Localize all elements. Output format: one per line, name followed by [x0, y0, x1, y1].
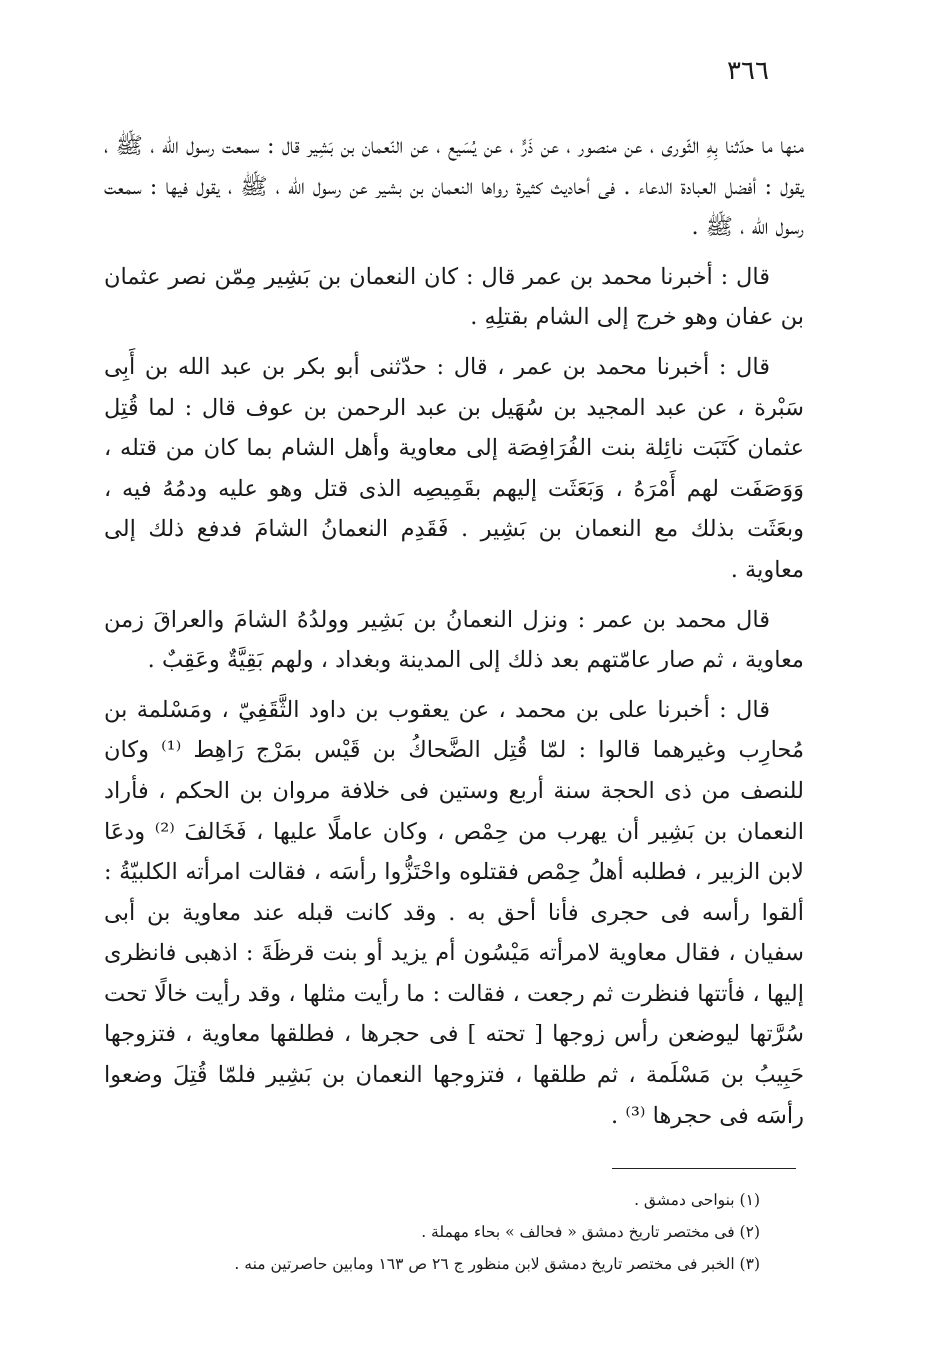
page-number: ٣٦٦ — [727, 56, 769, 86]
paragraph: قال : أخبرنا محمد بن عمر قال : كان النعمان بن بَشِير مِمّن نصر عثمان بن عفان وهو خرج إلى الشام بقتلِهِ . — [104, 263, 804, 331]
paragraph: قال : أخبرنا على بن محمد ، عن يعقوب بن داود الثَّقَفِيّ ، ومَسْلمة بن مُحارِب وغيرهما قالوا : لمّا قُتِل الضَّحاكُ بن قَيْس بمَرْج رَاهِط ⁽¹⁾ وكان للنصف من ذى الحجة سنة أربع وستين فى خلافة مروان بن الحكم ، فأراد النعمان بن بَشِير أن يهرب من حِمْص ، وكان عاملًا عليها ، فَخَالفَ ⁽²⁾ ودعَا لابن الزبير ، فطلبه أهلُ حِمْص فقتلوه واحْتَزُّوا رأسَه ، فقالت امرأته الكلبيّةُ : ألقوا رأسه فى حجرى فأنا أحق به . وقد كانت قبله عند معاوية بن أبى سفيان ، فقال معاوية لامرأته مَيْسُون أم يزيد أو بنت قرظَةَ : اذهبى فانظرى إليها ، فأتتها فنظرت ثم رجعت ، فقالت : ما رأيت مثلها ، وقد رأيت خالًا تحت سُرَّتها ليوضعن رأس زوجها [ تحته ] فى حجرها ، فطلقها معاوية ، فتزوجها حَبِيبُ بن مَسْلَمة ، ثم طلقها ، فتزوجها النعمان بن بَشِير فلمّا قُتِلَ وضعوا رأسَه فى حجرها ⁽³⁾ . — [104, 696, 804, 1129]
footnote: (٣) الخبر فى مختصر تاريخ دمشق لابن منظور ج ٢٦ ص ١٦٣ ومابين حاصرتين منه . — [234, 1255, 760, 1273]
footnote: (١) بنواحى دمشق . — [634, 1191, 760, 1209]
paragraph: قال : أخبرنا محمد بن عمر ، قال : حدّثنى أبو بكر بن عبد الله بن أَبِى سَبْرة ، عن عبد المجيد بن سُهَيل بن عبد الرحمن بن عوف قال : لما قُتِل عثمان كَتَبَت نائِلة بنت الفُرَافِصَة إلى معاوية وأهل الشام بما كان من قتله ، وَوَصَفَت لهم أَمْرَهُ ، وَبَعَثَت إليهم بقَمِيصِه الذى قتل وهو عليه ودمُهُ فيه ، وبعَثَت بذلك مع النعمان بن بَشِير . فَقَدِم النعمانُ الشامَ فدفع ذلك إلى معاوية . — [104, 353, 804, 583]
main-text — [104, 126, 804, 1145]
paragraph: منها ما حدّثنا بِهِ الثّورى ، عن منصور ، عن ذَرٍّ ، عن يُسَيع ، عن النّعمان بن بَشِير قال : سمعت رسول الله ، ﷺ ، يقول : أفضل العبادة الدعاء . فى أحاديث كثيرة رواها النعمان بن بشير عن رسول الله ، ﷺ ، يقول فيها : سمعت رسول الله ، ﷺ . — [104, 133, 804, 241]
footnotes — [104, 1184, 760, 1280]
footnote: (٢) فى مختصر تاريخ دمشق « فحالف » بحاء مهملة . — [421, 1223, 760, 1241]
footnote-separator — [612, 1168, 796, 1169]
paragraph: قال محمد بن عمر : ونزل النعمانُ بن بَشِير وولدُهُ الشامَ والعراقَ زمن معاوية ، ثم صار عامّتهم بعد ذلك إلى المدينة وبغداد ، ولهم بَقِيَّةٌ وعَقِبٌ . — [104, 606, 804, 674]
